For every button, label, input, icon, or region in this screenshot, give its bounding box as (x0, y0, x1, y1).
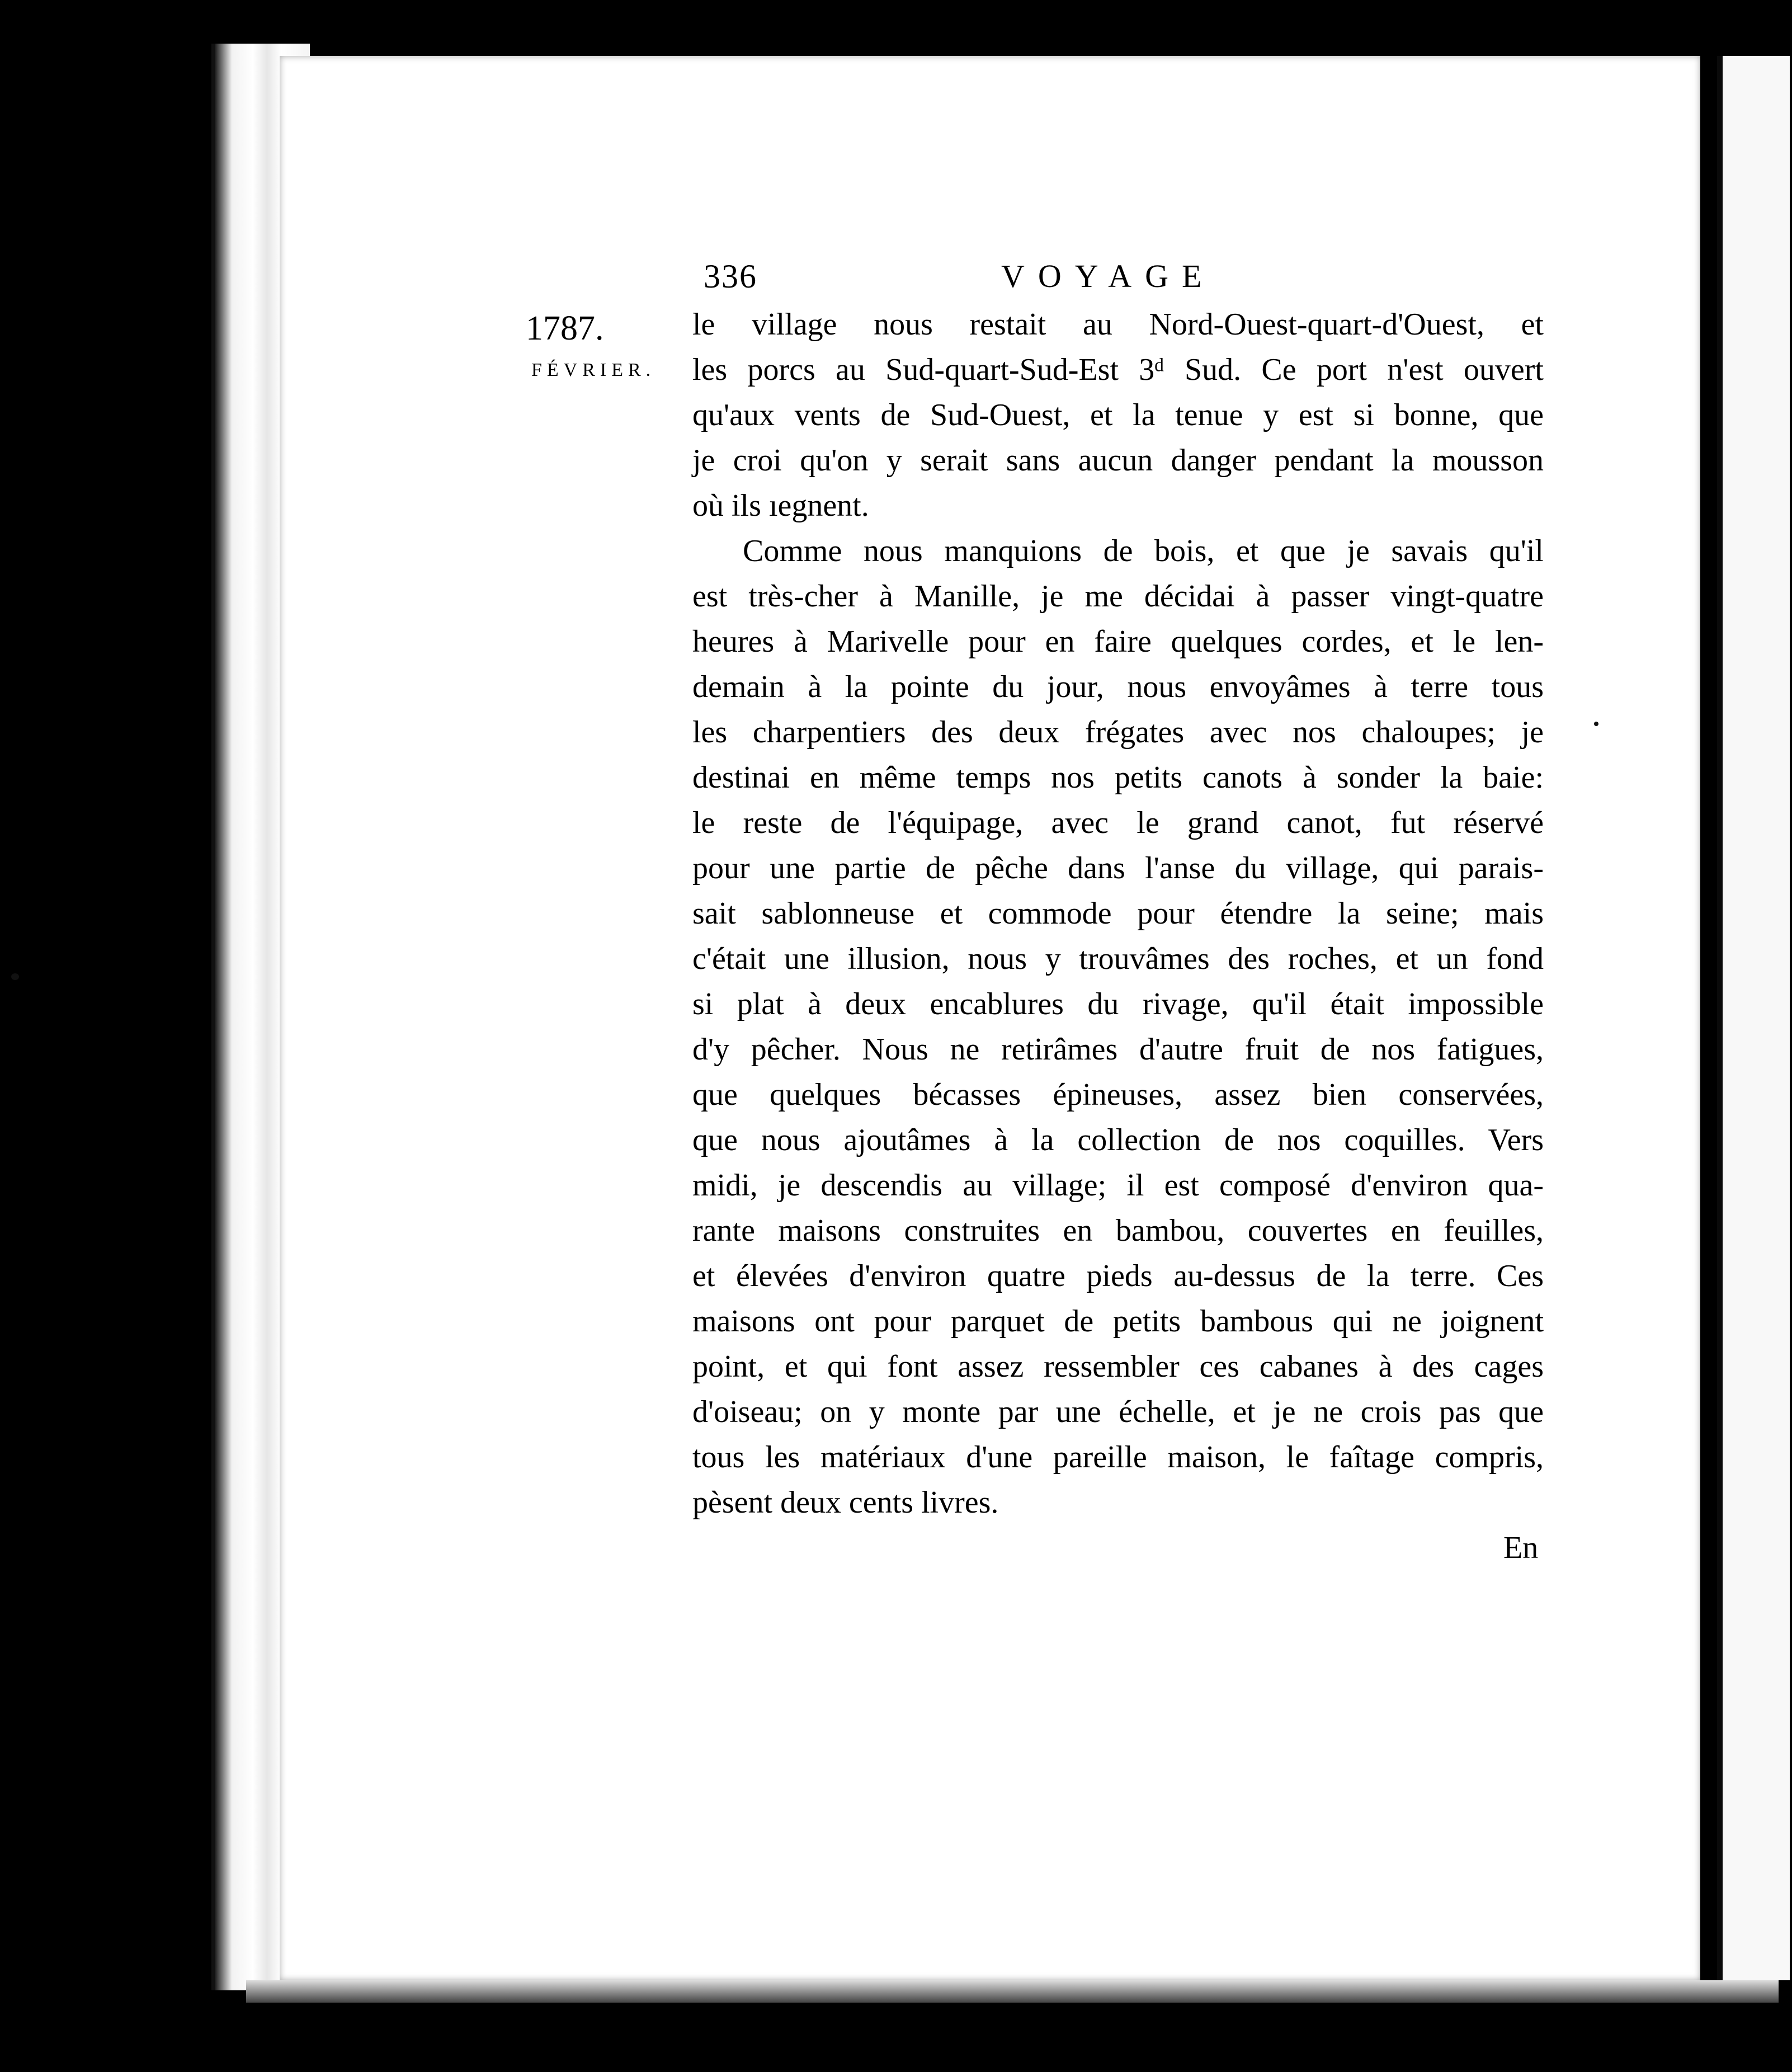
running-head (688, 257, 1544, 296)
margin-year: 1787. (526, 309, 604, 347)
text-line: d'oiseau; on y monte par une échelle, et je ne crois pas que (692, 1395, 1544, 1429)
page-number: 336 (704, 258, 757, 295)
text-line: le village nous restait au Nord-Ouest-quart-d'Ouest, et (692, 307, 1544, 342)
text-line: sait sablonneuse et commode pour étendre la seine; mais (692, 896, 1544, 931)
text-line: rante maisons construites en bambou, couvertes en feuilles, (692, 1213, 1544, 1248)
scan-speck (11, 973, 19, 980)
text-line: pour une partie de pêche dans l'anse du village, qui parais- (692, 851, 1544, 886)
text-line: tous les matériaux d'une pareille maison, le faîtage compris, (692, 1440, 1544, 1475)
running-title: VOYAGE (1001, 258, 1215, 294)
text-line: point, et qui font assez ressembler ces cabanes à des cages (692, 1349, 1544, 1384)
facing-page-edge (1717, 56, 1790, 1980)
text-line: le reste de l'équipage, avec le grand canot, fut réservé (692, 806, 1544, 840)
scan-speck (1594, 722, 1598, 726)
text-line: et élevées d'environ quatre pieds au-dessus de la terre. Ces (692, 1259, 1544, 1293)
catchword: En (1503, 1531, 1539, 1565)
body-text (692, 302, 1544, 1525)
text-line: demain à la pointe du jour, nous envoyâmes à terre tous (692, 670, 1544, 704)
margin-month: FÉVRIER. (531, 360, 656, 380)
text-line: où ils ıegnent. (692, 488, 869, 523)
page-bottom-edge (246, 1980, 1779, 2003)
text-line: est très-cher à Manille, je me décidai à passer vingt-quatre (692, 579, 1544, 614)
text-line: Comme nous manquions de bois, et que je savais qu'il (743, 534, 1544, 568)
text-line: pèsent deux cents livres. (692, 1485, 999, 1520)
text-line: les porcs au Sud-quart-Sud-Est 3ᵈ Sud. Ce port n'est ouvert (692, 352, 1544, 387)
text-line: c'était une illusion, nous y trouvâmes des roches, et un fond (692, 941, 1544, 976)
text-line: que quelques bécasses épineuses, assez bien conservées, (692, 1077, 1544, 1112)
text-line: destinai en même temps nos petits canots à sonder la baie: (692, 760, 1544, 795)
text-line: qu'aux vents de Sud-Ouest, et la tenue y est si bonne, que (692, 398, 1544, 432)
text-line: heures à Marivelle pour en faire quelques cordes, et le len- (692, 624, 1544, 659)
text-line: les charpentiers des deux frégates avec nos chaloupes; je (692, 715, 1544, 750)
text-line: midi, je descendis au village; il est composé d'environ qua- (692, 1168, 1544, 1203)
text-line: d'y pêcher. Nous ne retirâmes d'autre fruit de nos fatigues, (692, 1032, 1544, 1067)
text-line: si plat à deux encablures du rivage, qu'il était impossible (692, 987, 1544, 1021)
text-line: que nous ajoutâmes à la collection de nos coquilles. Vers (692, 1123, 1544, 1157)
text-line: je croi qu'on y serait sans aucun danger pendant la mousson (692, 443, 1544, 478)
text-line: maisons ont pour parquet de petits bambous qui ne joignent (692, 1304, 1544, 1339)
